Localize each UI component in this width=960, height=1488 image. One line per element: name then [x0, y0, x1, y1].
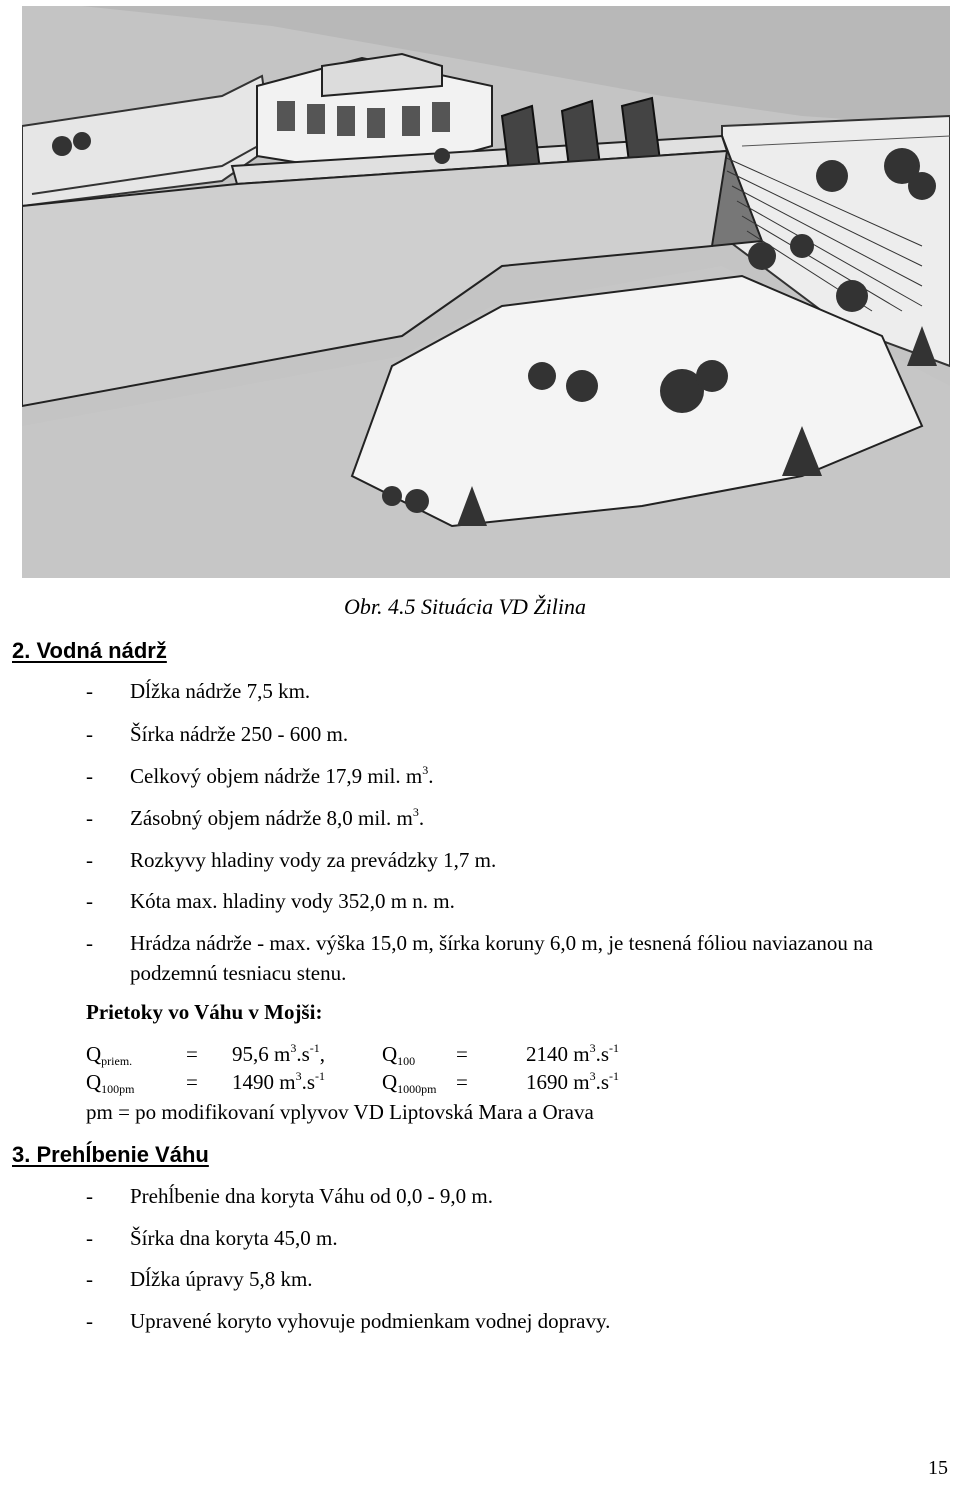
flow-q100pm-value: 1490 $m^3.s^{-1}$	[232, 1069, 326, 1094]
figure-caption: Obr. 4.5 Situácia VD Žilina	[344, 594, 587, 619]
section-heading-vodna-nadrz: 2. Vodná nádrž	[12, 638, 167, 663]
flow-q100pm-label: $Q_{100pm}$	[86, 1070, 135, 1096]
section-heading-prehlbenie-vahu: 3. Prehĺbenie Váhu	[12, 1142, 209, 1167]
flow-q1000pm-label: $Q_{1000pm}$	[382, 1070, 437, 1096]
flow-eq: =	[186, 1070, 198, 1094]
flow-eq: =	[186, 1042, 198, 1066]
dam-illustration	[22, 6, 950, 578]
flow-eq: =	[456, 1070, 468, 1094]
flow-q-priem-value: 95,6 $m^3.s^{-1}$,	[232, 1041, 326, 1066]
flows-title: Prietoky vo Váhu v Mojši:	[86, 1000, 323, 1024]
flow-eq: =	[456, 1042, 468, 1066]
flow-q-priem-label: $Q_{priem.}$	[86, 1042, 133, 1068]
flow-q100-value: 2140 $m^3.s^{-1}$	[526, 1041, 620, 1066]
flow-q100-label: $Q_{100}$	[382, 1042, 416, 1068]
flows-note: pm = po modifikovaní vplyvov VD Liptovská Mara a Orava	[86, 1100, 594, 1124]
page-number: 15	[928, 1457, 948, 1479]
flow-q1000pm-value: 1690 $m^3.s^{-1}$	[526, 1069, 620, 1094]
